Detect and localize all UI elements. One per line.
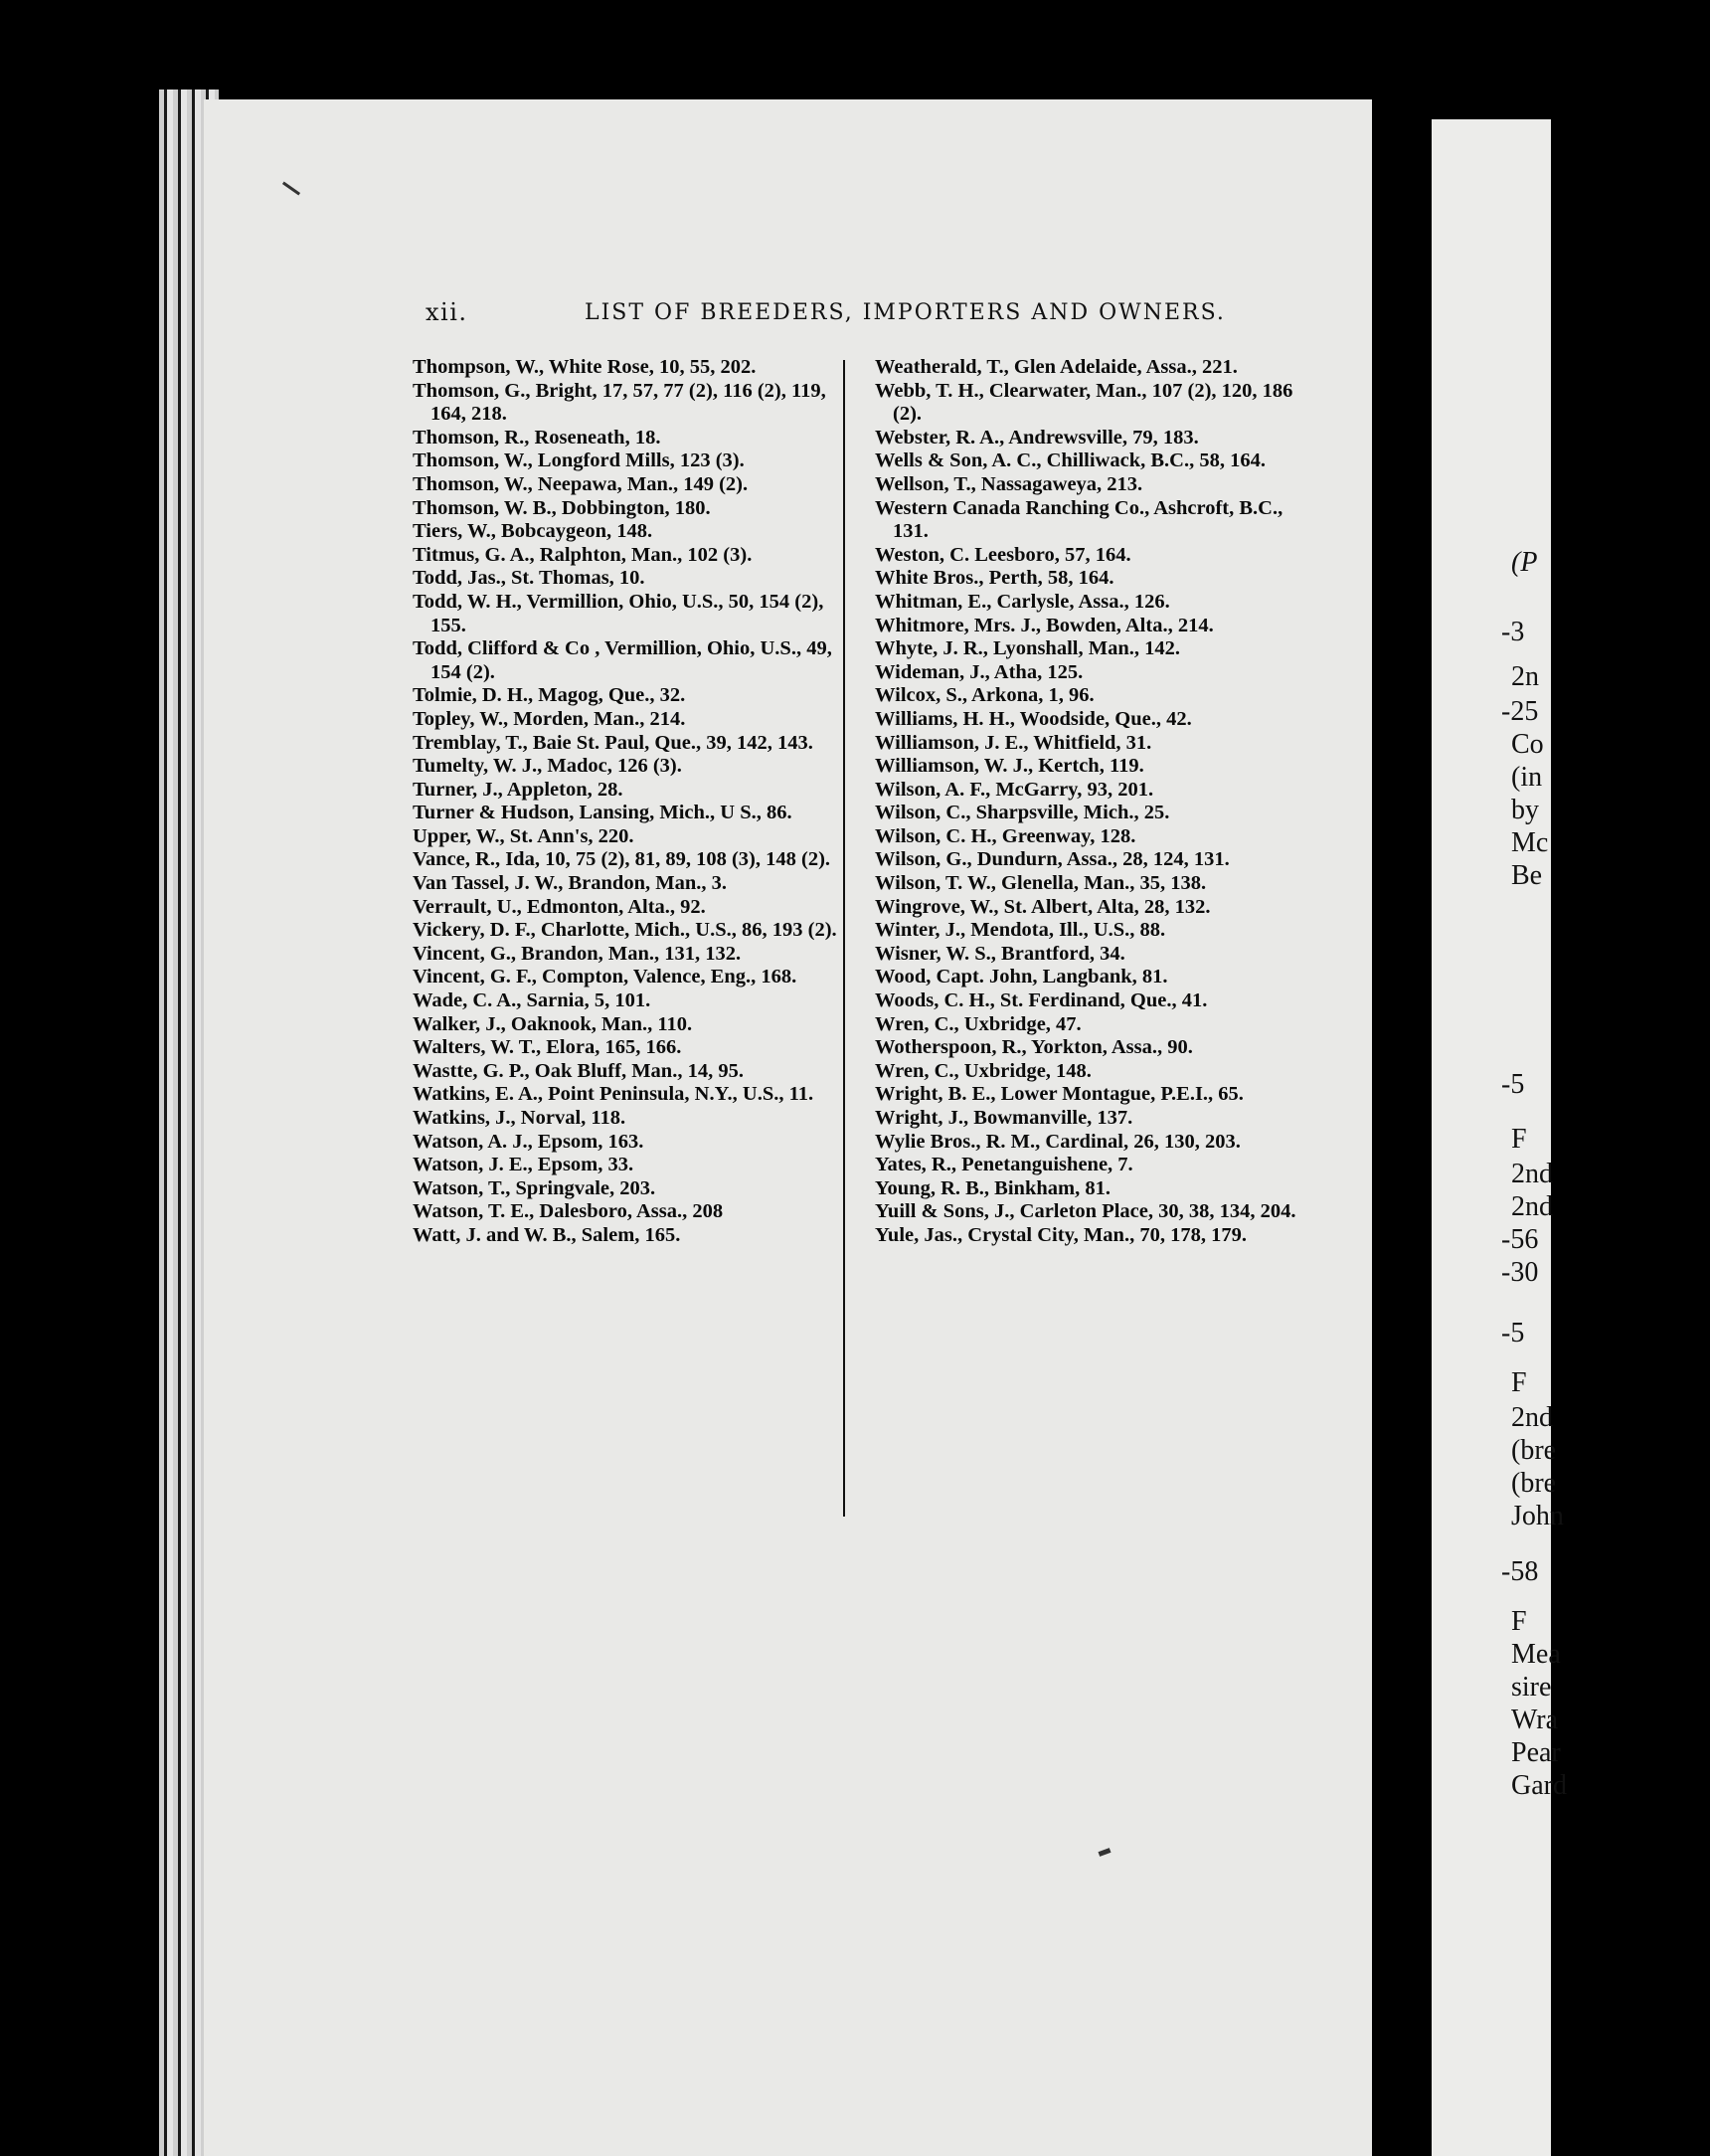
adjacent-page-fragment: -25	[1501, 696, 1539, 727]
adjacent-page-fragment: -56	[1501, 1224, 1539, 1255]
index-entry: Thomson, G., Bright, 17, 57, 77 (2), 116 (2), 119, 164, 218.	[413, 379, 826, 426]
index-entry: Wilson, C. H., Greenway, 128.	[875, 824, 1136, 847]
index-entry: Tolmie, D. H., Magog, Que., 32.	[413, 684, 686, 707]
left-column	[413, 356, 855, 1248]
adjacent-page-fragment: 2nd	[1511, 1191, 1553, 1222]
index-entry: Yuill & Sons, J., Carleton Place, 30, 38, 134, 204.	[875, 1200, 1296, 1223]
column-divider	[843, 360, 845, 1517]
index-entry: Watkins, E. A., Point Peninsula, N.Y., U.S., 11.	[413, 1083, 814, 1106]
index-entry: Walker, J., Oaknook, Man., 110.	[413, 1012, 693, 1035]
index-entry: Webster, R. A., Andrewsville, 79, 183.	[875, 426, 1199, 449]
index-entry: Vickery, D. F., Charlotte, Mich., U.S., 86, 193 (2).	[413, 919, 837, 942]
index-entry: Wilson, A. F., McGarry, 93, 201.	[875, 778, 1154, 801]
index-entry: Turner, J., Appleton, 28.	[413, 778, 623, 801]
adjacent-page-fragment: Mea	[1511, 1639, 1561, 1670]
index-entry: Wright, B. E., Lower Montague, P.E.I., 65.	[875, 1083, 1244, 1106]
index-entry: White Bros., Perth, 58, 164.	[875, 567, 1114, 590]
index-entry: Watson, T. E., Dalesboro, Assa., 208	[413, 1200, 724, 1223]
adjacent-page-fragment: by	[1511, 795, 1539, 825]
adjacent-page-fragment: (bre	[1511, 1435, 1557, 1466]
adjacent-page-fragment: -5	[1501, 1069, 1525, 1100]
index-entry: Yule, Jas., Crystal City, Man., 70, 178, 179.	[875, 1223, 1247, 1246]
adjacent-page-fragment: (P	[1511, 547, 1538, 578]
index-entry: Wren, C., Uxbridge, 47.	[875, 1012, 1082, 1035]
index-entry: Woods, C. H., St. Ferdinand, Que., 41.	[875, 989, 1208, 1012]
index-entry: Vance, R., Ida, 10, 75 (2), 81, 89, 108 (3), 148 (2).	[413, 848, 831, 871]
index-entry: Wingrove, W., St. Albert, Alta, 28, 132.	[875, 895, 1211, 918]
page-number: xii.	[426, 298, 468, 326]
index-entry: Whitman, E., Carlysle, Assa., 126.	[875, 590, 1170, 613]
adjacent-page-fragment: F	[1511, 1606, 1527, 1637]
index-entry: Turner & Hudson, Lansing, Mich., U S., 86.	[413, 802, 792, 824]
index-entry: Wilson, G., Dundurn, Assa., 28, 124, 131.	[875, 848, 1230, 871]
index-entry: Wisner, W. S., Brantford, 34.	[875, 942, 1125, 965]
index-entry: Todd, Jas., St. Thomas, 10.	[413, 567, 645, 590]
index-entry: Wylie Bros., R. M., Cardinal, 26, 130, 203.	[875, 1130, 1241, 1153]
index-entry: Weston, C. Leesboro, 57, 164.	[875, 543, 1131, 566]
page-title: LIST OF BREEDERS, IMPORTERS AND OWNERS.	[585, 300, 1226, 325]
adjacent-page-fragment: John	[1511, 1501, 1564, 1531]
adjacent-page-fragment: -5	[1501, 1318, 1525, 1348]
adjacent-page-fragment: sire	[1511, 1672, 1552, 1703]
index-entry: Todd, W. H., Vermillion, Ohio, U.S., 50, 154 (2), 155.	[413, 590, 824, 636]
index-entry: Winter, J., Mendota, Ill., U.S., 88.	[875, 919, 1166, 942]
adjacent-page-fragment: (in	[1511, 762, 1543, 793]
running-head	[426, 298, 1320, 338]
adjacent-page-fragment: Wra	[1511, 1705, 1559, 1735]
index-entry: Wilcox, S., Arkona, 1, 96.	[875, 684, 1095, 707]
adjacent-page-fragment: Gard	[1511, 1770, 1567, 1801]
index-entry: Walters, W. T., Elora, 165, 166.	[413, 1036, 682, 1059]
adjacent-page-fragment: 2nd	[1511, 1159, 1553, 1189]
index-entry: Verrault, U., Edmonton, Alta., 92.	[413, 895, 706, 918]
index-entry: Watson, T., Springvale, 203.	[413, 1176, 656, 1199]
index-entry: Williams, H. H., Woodside, Que., 42.	[875, 707, 1192, 730]
adjacent-page-fragment: -3	[1501, 617, 1525, 647]
adjacent-page-fragment: -58	[1501, 1556, 1539, 1587]
index-entry: Tiers, W., Bobcaygeon, 148.	[413, 520, 653, 543]
adjacent-page-fragment: F	[1511, 1367, 1527, 1398]
adjacent-page-fragment: -30	[1501, 1257, 1539, 1288]
index-entry: Wade, C. A., Sarnia, 5, 101.	[413, 989, 651, 1012]
index-entry: Topley, W., Morden, Man., 214.	[413, 707, 686, 730]
index-entry: Weatherald, T., Glen Adelaide, Assa., 221.	[875, 356, 1238, 378]
index-entry: Wastte, G. P., Oak Bluff, Man., 14, 95.	[413, 1059, 744, 1082]
index-entry: Young, R. B., Binkham, 81.	[875, 1176, 1111, 1199]
index-entry: Wotherspoon, R., Yorkton, Assa., 90.	[875, 1036, 1193, 1059]
index-entry: Wells & Son, A. C., Chilliwack, B.C., 58, 164.	[875, 449, 1266, 472]
index-entry: Wilson, T. W., Glenella, Man., 35, 138.	[875, 872, 1207, 895]
index-entry: Watson, J. E., Epsom, 33.	[413, 1154, 634, 1176]
index-entry: Watkins, J., Norval, 118.	[413, 1107, 626, 1129]
index-entry: Thomson, W. B., Dobbington, 180.	[413, 496, 711, 519]
adjacent-page-fragment: Be	[1511, 860, 1543, 891]
index-entry: Thomson, W., Longford Mills, 123 (3).	[413, 449, 745, 472]
index-entry: Watson, A. J., Epsom, 163.	[413, 1130, 644, 1153]
adjacent-page-fragment: Mc	[1511, 827, 1549, 858]
adjacent-page-fragment: 2nd	[1511, 1402, 1553, 1433]
adjacent-page-fragment: F	[1511, 1124, 1527, 1155]
index-entry: Williamson, J. E., Whitfield, 31.	[875, 731, 1152, 754]
index-entry: Todd, Clifford & Co , Vermillion, Ohio, U.S., 49, 154 (2).	[413, 637, 832, 683]
index-entry: Van Tassel, J. W., Brandon, Man., 3.	[413, 872, 727, 895]
index-entry: Vincent, G. F., Compton, Valence, Eng., 168.	[413, 966, 797, 988]
index-entry: Titmus, G. A., Ralphton, Man., 102 (3).	[413, 543, 753, 566]
index-entry: Western Canada Ranching Co., Ashcroft, B.C., 131.	[875, 496, 1283, 543]
adjacent-page-fragment: (bre	[1511, 1468, 1557, 1499]
index-entry: Thomson, R., Roseneath, 18.	[413, 426, 661, 449]
index-entry: Thompson, W., White Rose, 10, 55, 202.	[413, 356, 757, 378]
adjacent-page-fragment: 2n	[1511, 661, 1539, 692]
adjacent-page-fragment: Pear	[1511, 1737, 1561, 1768]
index-entry: Wideman, J., Atha, 125.	[875, 660, 1084, 683]
index-entry: Wood, Capt. John, Langbank, 81.	[875, 966, 1168, 988]
index-entry: Wilson, C., Sharpsville, Mich., 25.	[875, 802, 1170, 824]
index-entry: Tremblay, T., Baie St. Paul, Que., 39, 142, 143.	[413, 731, 813, 754]
index-entry: Wren, C., Uxbridge, 148.	[875, 1059, 1092, 1082]
index-entry: Webb, T. H., Clearwater, Man., 107 (2), 120, 186 (2).	[875, 379, 1293, 426]
index-entry: Watt, J. and W. B., Salem, 165.	[413, 1223, 681, 1246]
index-entry: Thomson, W., Neepawa, Man., 149 (2).	[413, 472, 749, 495]
index-entry: Tumelty, W. J., Madoc, 126 (3).	[413, 755, 682, 778]
index-entry: Yates, R., Penetanguishene, 7.	[875, 1154, 1133, 1176]
index-entry: Whitmore, Mrs. J., Bowden, Alta., 214.	[875, 614, 1214, 636]
adjacent-page-fragment: Co	[1511, 729, 1544, 760]
right-column	[875, 356, 1307, 1248]
index-entry: Vincent, G., Brandon, Man., 131, 132.	[413, 942, 742, 965]
index-entry: Williamson, W. J., Kertch, 119.	[875, 755, 1144, 778]
index-entry: Whyte, J. R., Lyonshall, Man., 142.	[875, 637, 1180, 660]
index-entry: Wright, J., Bowmanville, 137.	[875, 1107, 1133, 1129]
index-entry: Wellson, T., Nassagaweya, 213.	[875, 472, 1143, 495]
index-entry: Upper, W., St. Ann's, 220.	[413, 824, 634, 847]
